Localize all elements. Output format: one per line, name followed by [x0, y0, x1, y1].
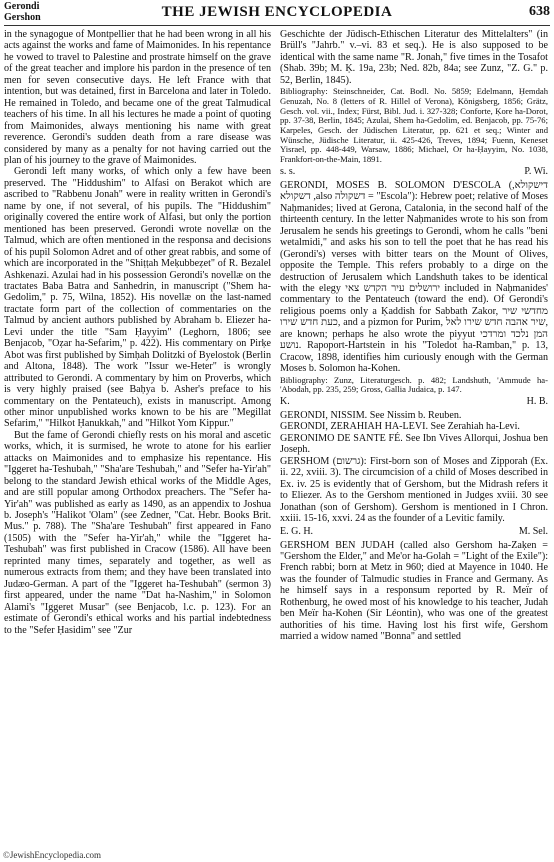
right-column	[280, 29, 548, 643]
entry-paragraph: GERSHOM BEN JUDAH (called also Gershom ha-Zaḳen = "Gershom the Elder," and Me'or ha-Golah = "Light of the Exile"): French rabbi; born at Metz in 960; died at Mayence in 1040. He was the founder of Talmudic studies in France and Germany. As he himself says in a responsum reported by R. Meïr of Rothenburg, he owed most of his knowledge to his teacher, Judah ben Meïr ha-Kohen (Sir Léontin), who was one of the greatest authorities of his time. Having lost his first wife, Gershom married a widow named "Bonna" and settled	[280, 539, 548, 643]
signature-left: K.	[280, 396, 290, 407]
publication-title: THE JEWISH ENCYCLOPEDIA	[161, 4, 393, 20]
page-header	[4, 0, 550, 28]
page-number: 638	[529, 4, 550, 19]
signature-right: M. Sel.	[518, 525, 548, 537]
bibliography: Bibliography: Steinschneider, Cat. Bodl. No. 5859; Edelmann, Ḥemdah Genuzah, No. 8 (letters of R. Hillel of Verona), Königsberg, 1856; Grätz, Gesch. vol. vii., Index; Fürst, Bibl. Jud. i. 327-328; Conforte, Ḳore ha-Dorot, pp. 37-38, Berlin, 1845; Azulai, Shem ha-Gedolim, ed. Benjacob, pp. 75-76; Karpeles, Gesch. der Jüdischen Literatur, pp. 621 et seq.; Winter and Wünsche, Jüdische Literatur, ii. 425-426, Treves, 1894; Fuenn, Keneset Yisrael, pp. 448-449, Warsaw, 1886; Michael, Or ha-Ḥayyim, No. 1038, Frankfort-on-the-Main, 1891.	[280, 86, 548, 165]
paragraph: in the synagogue of Montpellier that he had been wrong in all his acts against the works and fame of Maimonides. In his repentance he vowed to travel to Palestine and prostrate himself on the grave of the great teacher and implore his pardon in the presence of ten men for seven consecutive days. He left France with that intention, but was detained, first in Barcelona and later in Toledo. He remained in Toledo, and became one of the great Talmudical teachers of his time. In all his lectures he made a point of quoting from Maimonides, always mentioning his name with great reverence. Gerondi's sudden death from a rare disease was considered by many as a penalty for not having carried out the plan of his journey to the grave of Maimonides.	[4, 29, 271, 166]
entry-paragraph: GERONDI, MOSES B. SOLOMON D'ESCOLA (דישקולא, דשקולא ,also דשקולה = "Escola"): Hebrew poet; relative of Moses Naḥmanides; lived at Gerona, Catalonia, in the second half of the thirteenth century. In the letter Naḥmanides wrote to his son from Jerusalem he sends his greetings to Gerondi, whom he calls "beni wetalmidi," and asks his son to tell the poet that he has read his (Gerondi's) verses with bitter tears on the Mount of Olives, opposite the Temple. This refers probably to a dirge on the destruction of Jerusalem which Landshuth takes to be identical with the elegy ירושלים עיר הקדש צאי included in Naḥmanides' commentary to the Pentateuch (toward the end). Of Gerondi's religious poems only a Ḳaddish for Sabbath Zakor, מחדשי שיר כעת חדש שירו, and a pizmon for Purim, שיר אהבה חדש שירו לאל, are known; perhaps he also wrote the piyyut המן נלכד ומרדכי נושע. Rapoport-Hartstein in his "Toledot ha-Ramban," p. 13, Cracow, 1898, identifies him curiously enough with the German Moses b. Solomon ha-Kohen.	[280, 179, 549, 375]
paragraph: Geschichte der Jüdisch-Ethischen Literatur des Mittelalters" (in Brüll's "Jahrb." v.–vi. 83 et seq.). He is also supposed to be identical with the same name "R. Jonah," five times in the Tosafot (Shab. 39b; M. Ḳ. 19a, 23b; Ned. 82b, 84a; see Zunz, "Z. G." p. 52, Berlin, 1845).	[280, 29, 548, 86]
signature-left: E. G. H.	[280, 525, 314, 537]
entry-paragraph: GERONIMO DE SANTE FÉ. See Ibn Vives Allorqui, Joshua ben Joseph.	[280, 432, 548, 456]
footer-copyright: ©JewishEncyclopedia.com	[3, 850, 102, 860]
entry-paragraph: GERONDI, NISSIM. See Nissim b. Reuben.	[280, 410, 462, 421]
signature-right: P. Wi.	[524, 165, 548, 177]
entry-paragraph: GERSHOM (גרשום): First-born son of Moses and Zipporah (Ex. ii. 22, xviii. 3). The circumcision of a child of Moses described in Ex. iv. 25 is evidently that of Gershom, but the Midrash refers it to Eliezer. As to the Gershom mentioned in Judges xviii. 30 see Jonathan (son of Gershom). Gershom is mentioned in I Chron. xxiii. 15-16, xxvi. 24 as the founder of a Levitic family.	[280, 455, 548, 525]
signature-line	[280, 396, 548, 408]
paragraph: But the fame of Gerondi chiefly rests on his moral and ascetic works, which, it is surmised, he wrote to atone for his earlier attacks on Maimonides and to emphasize his repentance. His "Iggeret ha-Teshubah," "Sha'are Teshubah," and "Sefer ha-Yir'ah" belong to the standard Jewish ethical works of the Middle Ages, and are still popular among Orthodox preachers. The "Sefer ha-Yir'ah" was published as early as 1490, as an appendix to Joshua b. Joseph's "Halikot 'Olam" (see Zedner, "Cat. Hebr. Books Brit. Mus." p. 788). The "Sha'are Teshubah" first appeared in Fano (1505) with the "Sefer ha-Yir'ah," while the "Iggeret ha-Teshubah" was first published in Cracow (1586). All have been reprinted many times, separately and together, as well as numerous extracts from them; and they have been translated into Judæo-German. A part of the "Iggeret ha-Teshubah" (sermon 3) first appeared, under the name "Dat ha-Nashim," in Solomon Alami's "Iggeret Musar" (see Benjacob, l.c. p. 123). For an estimate of Gerondi's ethical works and his partial indebtedness to the "Sefer Ḥasidim" see "Zur	[4, 429, 271, 636]
signature-line	[280, 526, 548, 538]
header-rule	[4, 25, 550, 26]
entry-paragraph: GERONDI, ZERAHIAH HA-LEVI. See Zerahiah ha-Levi.	[280, 421, 520, 433]
left-column	[4, 29, 271, 636]
signature-line	[280, 166, 548, 178]
bibliography: Bibliography: Zunz, Literaturgesch. p. 482; Landshuth, 'Ammude ha-'Abodah, pp. 235, 259; Gross, Gallia Judaica, p. 147.	[280, 374, 548, 395]
signature-right: H. B.	[526, 396, 548, 407]
signature-left: s. s.	[280, 165, 296, 177]
paragraph: Gerondi left many works, of which only a few have been preserved. The "Hiddushim" to Alfasi on Berakot which are ascribed to "Rabbenu Jonah" were in reality written in Gerondi's name by one, if not several, of his pupils. The "Hiddushim" originally covered the entire work of Alfasi, but only the portion mentioned has been preserved. Gerondi wrote novellæ on the Talmud, which are often mentioned in the responsa and decisions of his pupil Solomon Adret and of other great rabbis, and some of which are incorporated in the "Shiṭṭah Meḳubbeẓet" of R. Bezalel Ashkenazi. Azulai had in his possession Gerondi's novellæ on the tractates Baba Batra and Sanhedrin, in manuscript ("Shem ha-Gedolim," p. 75, Wilna, 1852). His novellæ on the last-named tractate form part of the collection of commentaries on the Talmud by ancient authors published by Abraham b. Eliezer ha-Levi under the title "Sam Ḥayyim" (Leghorn, 1806; see Benjacob, "Oẓar ha-Sefarim," p. 422). His commentary on Pirḳe Abot was first published by Simḥah Dolitzki of Byelostok (Berlin and Altona, 1848). The work "Issur we-Heter" is wrongly attributed to Gerondi. A commentary by him on Proverbs, which is very highly praised (see Baḥya b. Asher's preface to his commentary on the Pentateuch), exists in manuscript. Among other minor unpublished works known to be his are "Megillat Sefarim," "Hilkot Ḥanukkah," and "Hilkot Yom Kippur."	[4, 166, 271, 430]
running-head: Gerondi Gershon	[4, 1, 41, 23]
